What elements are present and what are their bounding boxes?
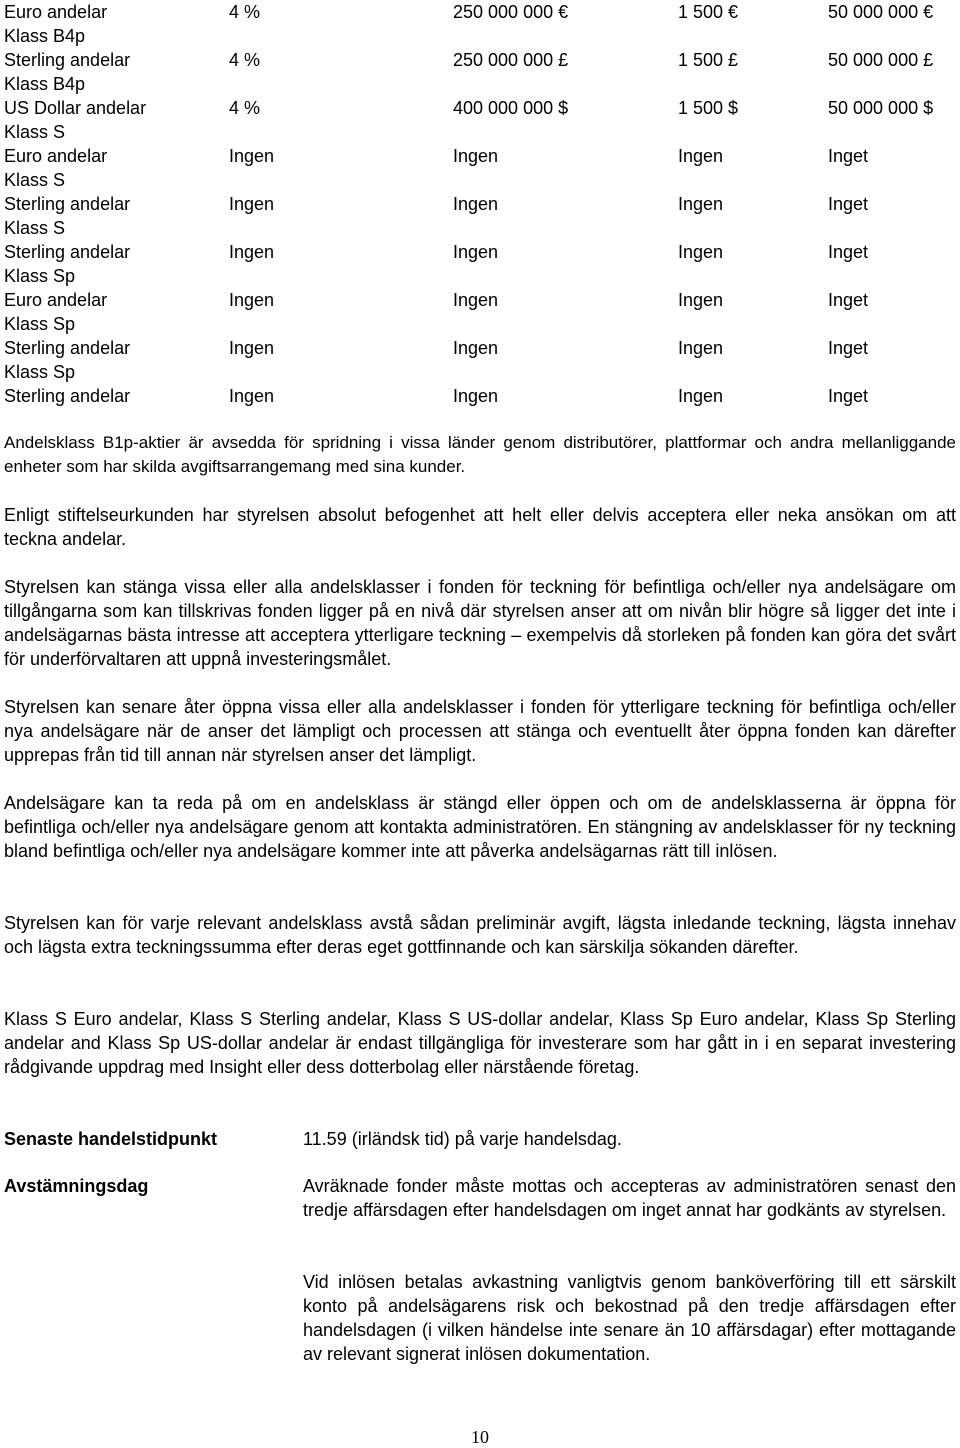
table-cell-c3: Ingen xyxy=(678,338,724,358)
table-cell-c0: Klass S xyxy=(4,122,66,142)
table-cell-c0: Sterling andelar xyxy=(4,50,131,70)
table-cell-c0: Klass B4p xyxy=(4,26,86,46)
table-cell-c0: Euro andelar xyxy=(4,290,108,310)
table-cell-c2: Ingen xyxy=(453,386,499,406)
table-cell-c2: Ingen xyxy=(453,146,499,166)
table-cell-c0: Sterling andelar xyxy=(4,386,131,406)
table-cell-c4: Inget xyxy=(828,290,869,310)
table-row xyxy=(4,168,960,192)
page-number: 10 xyxy=(471,1427,489,1447)
table-cell-c2: Ingen xyxy=(453,338,499,358)
table-cell-c0: Euro andelar xyxy=(4,146,108,166)
table-row xyxy=(4,24,960,48)
table-row xyxy=(4,216,960,240)
table-cell-c3: Ingen xyxy=(678,242,724,262)
table-cell-c3: Ingen xyxy=(678,290,724,310)
table-cell-c4: Inget xyxy=(828,242,869,262)
table-row xyxy=(4,360,960,384)
table-row xyxy=(4,48,960,72)
table-cell-c2: 250 000 000 £ xyxy=(453,50,569,70)
paragraph-b1p: Andelsklass B1p-aktier är avsedda för spridning i vissa länder genom distributörer, plattformar och andra mellanliggande enheter som har skilda avgiftsarrangemang med sina kunder. xyxy=(4,433,956,476)
table-row xyxy=(4,96,960,120)
dealing-deadline-label: Senaste handelstidpunkt xyxy=(4,1129,218,1149)
table-cell-c2: 400 000 000 $ xyxy=(453,98,569,118)
table-row xyxy=(4,144,960,168)
settlement-date-label: Avstämningsdag xyxy=(4,1176,149,1196)
table-row xyxy=(4,72,960,96)
table-cell-c4: 50 000 000 € xyxy=(828,2,934,22)
table-cell-c0: US Dollar andelar xyxy=(4,98,147,118)
table-cell-c1: 4 % xyxy=(229,98,261,118)
table-cell-c0: Euro andelar xyxy=(4,2,108,22)
table-cell-c0: Klass Sp xyxy=(4,266,76,286)
table-cell-c2: Ingen xyxy=(453,290,499,310)
table-row xyxy=(4,336,960,360)
table-row xyxy=(4,288,960,312)
table-cell-c4: Inget xyxy=(828,338,869,358)
table-cell-c0: Klass S xyxy=(4,218,66,238)
table-cell-c4: Inget xyxy=(828,194,869,214)
table-cell-c1: Ingen xyxy=(229,386,275,406)
table-row xyxy=(4,0,960,24)
table-row xyxy=(4,120,960,144)
table-cell-c0: Sterling andelar xyxy=(4,242,131,262)
paragraph-class-s-availability: Klass S Euro andelar, Klass S Sterling andelar, Klass S US-dollar andelar, Klass Sp Euro andelar, Klass Sp Sterling andelar and Klass Sp US-dollar andelar är endast tillgängliga för investerare som har gått in i en separat investering rådgivande uppdrag med Insight eller dess dotterbolag eller närstående företag. xyxy=(4,1009,956,1077)
table-cell-c2: Ingen xyxy=(453,194,499,214)
table-row xyxy=(4,192,960,216)
table-cell-c4: Inget xyxy=(828,146,869,166)
table-cell-c3: Ingen xyxy=(678,146,724,166)
paragraph-reopening: Styrelsen kan senare åter öppna vissa eller alla andelsklasser i fonden för ytterligare teckning för befintliga och/eller nya andelsägare när de anser det lämpligt och processen att stänga och eventuellt åter öppna fonden kan därefter upprepas från tid till annan när styrelsen anser det lämpligt. xyxy=(4,697,956,765)
table-cell-c1: 4 % xyxy=(229,50,261,70)
table-cell-c0: Klass Sp xyxy=(4,314,76,334)
fee-table xyxy=(4,0,960,408)
table-cell-c0: Klass B4p xyxy=(4,74,86,94)
table-cell-c0: Sterling andelar xyxy=(4,194,131,214)
table-cell-c3: 1 500 € xyxy=(678,2,739,22)
paragraph-acceptance: Enligt stiftelseurkunden har styrelsen absolut befogenhet att helt eller delvis acceptera eller neka ansökan om att teckna andelar. xyxy=(4,505,956,549)
table-row xyxy=(4,240,960,264)
table-cell-c1: Ingen xyxy=(229,242,275,262)
table-cell-c3: 1 500 £ xyxy=(678,50,739,70)
table-cell-c4: Inget xyxy=(828,386,869,406)
table-cell-c3: 1 500 $ xyxy=(678,98,739,118)
table-cell-c1: Ingen xyxy=(229,290,275,310)
table-cell-c1: Ingen xyxy=(229,146,275,166)
table-row xyxy=(4,264,960,288)
table-cell-c4: 50 000 000 £ xyxy=(828,50,934,70)
table-cell-c2: Ingen xyxy=(453,242,499,262)
paragraph-shareholder-info: Andelsägare kan ta reda på om en andelsklass är stängd eller öppen och om de andelsklasserna är öppna för befintliga och/eller nya andelsägare genom att kontakta administratören. En stängning av andelsklasser för ny teckning bland befintliga och/eller nya andelsägare kommer inte att påverka andelsägarnas rätt till inlösen. xyxy=(4,793,956,861)
paragraph-closing: Styrelsen kan stänga vissa eller alla andelsklasser i fonden för teckning för befintliga och/eller nya andelsägare om tillgångarna som kan tillskrivas fonden ligger på en nivå där styrelsen anser att om nivån blir högre så ligger det inte i andelsägarnas bästa intresse att acceptera ytterligare teckning – exempelvis då storleken på fonden kan göra det svårt för underförvaltaren att uppnå investeringsmålet. xyxy=(4,577,956,669)
table-cell-c1: Ingen xyxy=(229,338,275,358)
table-cell-c0: Klass S xyxy=(4,170,66,190)
table-cell-c1: 4 % xyxy=(229,2,261,22)
settlement-text-redemptions: Vid inlösen betalas avkastning vanligtvis genom banköverföring till ett särskilt konto på andelsägarens risk och bekostnad på den tredje affärsdagen efter handelsdagen (i vilken händelse inte senare än 10 affärsdagar) efter mottagande av relevant signerat inlösen dokumentation. xyxy=(303,1272,956,1364)
table-cell-c3: Ingen xyxy=(678,386,724,406)
table-cell-c3: Ingen xyxy=(678,194,724,214)
dealing-deadline-text: 11.59 (irländsk tid) på varje handelsdag. xyxy=(303,1129,622,1149)
table-cell-c4: 50 000 000 $ xyxy=(828,98,934,118)
table-cell-c0: Sterling andelar xyxy=(4,338,131,358)
table-cell-c2: 250 000 000 € xyxy=(453,2,569,22)
table-row xyxy=(4,384,960,408)
table-cell-c0: Klass Sp xyxy=(4,362,76,382)
settlement-text-subscriptions: Avräknade fonder måste mottas och accepteras av administratören senast den tredje affärsdagen efter handelsdagen om inget annat har godkänts av styrelsen. xyxy=(303,1176,956,1220)
table-cell-c1: Ingen xyxy=(229,194,275,214)
table-row xyxy=(4,312,960,336)
paragraph-waiver: Styrelsen kan för varje relevant andelsklass avstå sådan preliminär avgift, lägsta inledande teckning, lägsta innehav och lägsta extra teckningssumma efter deras eget gottfinnande och kan särskilja sökanden därefter. xyxy=(4,913,956,957)
